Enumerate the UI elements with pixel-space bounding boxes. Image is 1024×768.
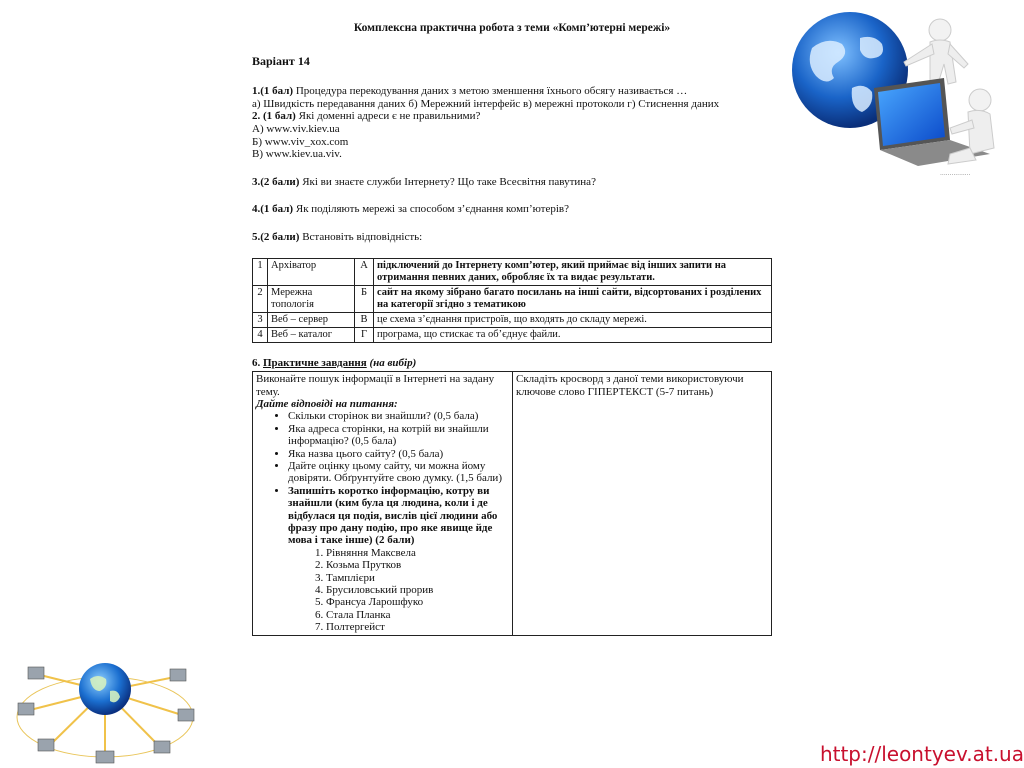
row-definition: сайт на якому зібрано багато посилань на інші сайти, відсортованих і розділених на категорії згідно з тематикою <box>374 285 772 312</box>
question-2-option-c: В) www.kiev.ua.viv. <box>252 148 342 161</box>
practical-task-table <box>252 371 772 636</box>
table-row <box>253 312 772 327</box>
question-2-option-a: А) www.viv.kiev.ua <box>252 122 340 135</box>
table-row <box>253 327 772 342</box>
question-5-text: Встановіть відповідність: <box>299 230 423 243</box>
question-2-number: 2. (1 бал) <box>252 110 296 123</box>
row-term: Веб – каталог <box>268 327 355 342</box>
list-item: 1. Рівняння Максвела <box>326 547 509 559</box>
question-3-text: Які ви знаєте служби Інтернету? Що таке Всесвітня павутина? <box>299 175 596 188</box>
list-item: 5. Франсуа Ларошфуко <box>326 596 509 608</box>
variant-label: Варіант 14 <box>252 53 310 68</box>
row-term: Мережна топологія <box>268 285 355 312</box>
question-1-number: 1.(1 бал) <box>252 85 294 98</box>
matching-table <box>252 258 772 343</box>
list-item: 6. Стала Планка <box>326 609 509 621</box>
question-6-number: 6. <box>252 356 263 369</box>
search-task-cell <box>253 372 513 636</box>
question-6 <box>252 357 772 370</box>
table-row <box>253 372 772 636</box>
globe-network-icon <box>10 655 200 765</box>
table-row <box>253 285 772 312</box>
question-3 <box>252 176 772 189</box>
row-definition: підключений до Інтернету комп’ютер, який приймає від інших запити на отримання певних даних, обробляє їх та видає результати. <box>374 258 772 285</box>
question-3-number: 3.(2 бали) <box>252 175 300 188</box>
row-number: 3 <box>253 312 268 327</box>
list-item: 4. Брусиловський прорив <box>326 584 509 596</box>
row-letter: А <box>355 258 374 285</box>
question-2-option-b: Б) www.viv_xox.com <box>252 135 349 148</box>
list-item: • Яка назва цього сайту? (0,5 бала) <box>288 448 509 460</box>
document-page <box>252 22 772 636</box>
list-item: • Дайте оцінку цьому сайту, чи можна йому довіряти. Обґрунтуйте свою думку. (1,5 бали) <box>288 460 509 485</box>
row-term: Архіватор <box>268 258 355 285</box>
question-1-text: Процедура перекодування даних з метою зменшення їхнього обсягу називається … <box>293 85 688 98</box>
question-1 <box>252 85 772 98</box>
list-item: • Скільки сторінок ви знайшли? (0,5 бала) <box>288 410 509 422</box>
search-task-intro: Виконайте пошук інформації в Інтернеті на задану тему. <box>256 373 495 398</box>
list-item: 3. Тамплієри <box>326 572 509 584</box>
question-5-number: 5.(2 бали) <box>252 230 300 243</box>
list-item: 7. Полтергейст <box>326 621 509 633</box>
row-definition: програма, що стискає та об’єднує файли. <box>374 327 772 342</box>
question-2-text: Які доменні адреси є не правильними? <box>295 110 481 123</box>
search-topics <box>256 547 509 634</box>
list-item: • Запишіть коротко інформацію, котру ви знайшли (ким була ця людина, коли і де відбулася ця подія, вислів цієї людини або фразу про дану подію, про яке явище йде мова і таке інше) (2 бали) <box>288 485 509 547</box>
site-url-link[interactable]: http://leontyev.at.ua <box>819 742 1024 766</box>
document-title: Комплексна практична робота з теми «Комп’ютерні мережі» <box>353 22 671 34</box>
row-letter: Б <box>355 285 374 312</box>
question-1-options: а) Швидкість передавання даних б) Мережний інтерфейс в) мережні протоколи г) Стиснення даних <box>252 97 720 110</box>
question-2 <box>252 110 772 123</box>
row-number: 1 <box>253 258 268 285</box>
search-task-subtitle: Дайте відповіді на питання: <box>256 397 398 410</box>
list-item: • Яка адреса сторінки, на котрій ви знайшли інформацію? (0,5 бала) <box>288 423 509 448</box>
globe-people-laptop-icon <box>782 8 1012 178</box>
question-4-text: Як поділяють мережі за способом з’єднання комп’ютерів? <box>293 203 570 216</box>
image-credit: ................ <box>940 170 971 177</box>
question-6-choice: (на вибір) <box>366 356 417 369</box>
question-6-title: Практичне завдання <box>263 356 367 369</box>
question-4 <box>252 203 772 216</box>
crossword-task-cell: Складіть кросворд з даної теми використовуючи ключове слово ГІПЕРТЕКСТ (5-7 питань) <box>513 372 772 636</box>
row-term: Веб – сервер <box>268 312 355 327</box>
list-item: 2. Козьма Прутков <box>326 559 509 571</box>
row-letter: В <box>355 312 374 327</box>
table-row <box>253 258 772 285</box>
search-task-questions <box>256 410 509 546</box>
row-letter: Г <box>355 327 374 342</box>
row-definition: це схема з’єднання пристроїв, що входять до складу мережі. <box>374 312 772 327</box>
row-number: 2 <box>253 285 268 312</box>
question-5 <box>252 231 772 244</box>
question-4-number: 4.(1 бал) <box>252 203 294 216</box>
row-number: 4 <box>253 327 268 342</box>
